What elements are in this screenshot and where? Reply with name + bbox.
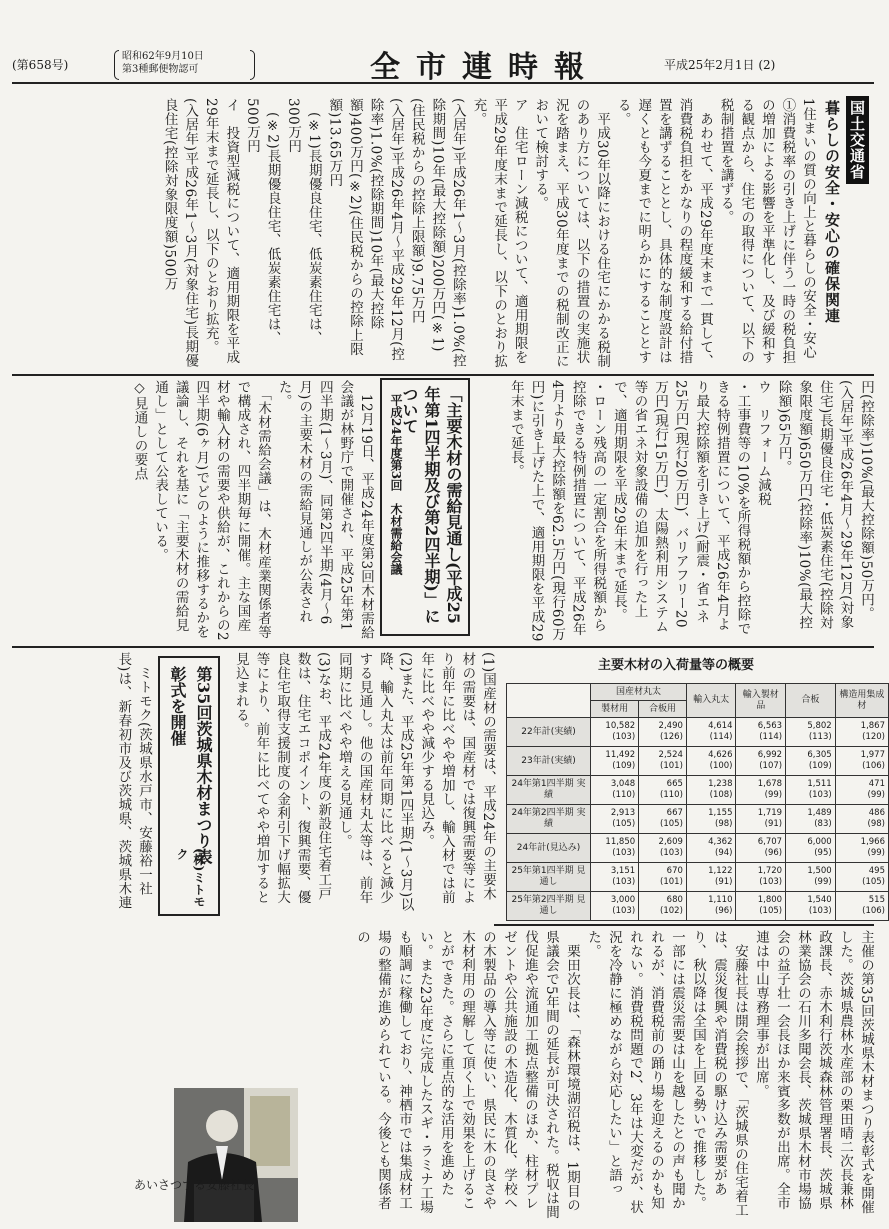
table-cell (591, 834, 639, 863)
cell-value: 495 (868, 866, 885, 876)
table-row (507, 834, 889, 863)
table-cell (639, 718, 687, 747)
col-header-plywood: 合板 (786, 684, 836, 718)
article2-subhead: 平成24年度第3回 木材需給会議 (389, 394, 403, 576)
table-cell (686, 718, 736, 747)
cell-percent: (99) (814, 877, 832, 887)
cell-percent: (107) (759, 761, 783, 771)
table-row (507, 805, 889, 834)
president-photo (174, 1088, 298, 1222)
cell-value: 1,500 (807, 866, 832, 876)
row-label: 24年計(見込み) (507, 834, 591, 863)
cell-value: 471 (868, 779, 885, 789)
article2-headline-line1: 「主要木材の需給見通し(平成25年第1四半期及び第2四 (422, 386, 463, 624)
cell-value: 680 (666, 895, 683, 905)
table-cell (591, 747, 639, 776)
table-cell (736, 892, 786, 921)
table-cell (686, 863, 736, 892)
cell-percent: (83) (814, 819, 832, 829)
cell-percent: (105) (759, 906, 783, 916)
article3-headline-box (158, 656, 220, 916)
issue-number: (第658号) (12, 58, 69, 72)
cell-value: 670 (666, 866, 683, 876)
cell-percent: (96) (715, 906, 733, 916)
row-label: 24年第1四半期 実績 (507, 776, 591, 805)
table-cell (639, 747, 687, 776)
cell-percent: (106) (862, 761, 885, 771)
cell-percent: (99) (867, 790, 885, 800)
table-bottom-rule (494, 924, 874, 926)
cell-percent: (110) (660, 790, 683, 800)
table-cell (686, 747, 736, 776)
col-header-domestic-log: 国産材丸太 (591, 684, 687, 701)
table-cell (786, 834, 836, 863)
cell-percent: (106) (862, 906, 885, 916)
cell-value: 3,151 (610, 866, 636, 876)
cell-percent: (114) (709, 732, 733, 742)
table-cell (591, 892, 639, 921)
table-cell (686, 834, 736, 863)
table-cell (736, 805, 786, 834)
table-row (507, 776, 889, 805)
cell-percent: (105) (660, 819, 683, 829)
table-cell (591, 718, 639, 747)
cell-value: 665 (666, 779, 683, 789)
cell-value: 1,122 (708, 866, 733, 876)
cell-value: 6,563 (757, 721, 783, 731)
cell-percent: (103) (660, 848, 683, 858)
cell-percent: (109) (612, 761, 636, 771)
cell-percent: (105) (862, 877, 885, 887)
table-cell (736, 776, 786, 805)
newspaper-title: 全市連時報 (370, 50, 600, 85)
cell-percent: (114) (759, 732, 783, 742)
cell-value: 5,802 (807, 721, 832, 731)
table-cell (686, 892, 736, 921)
table-row (507, 863, 889, 892)
article2-headline-line2: 半期)」について (400, 386, 441, 624)
table-cell (835, 834, 888, 863)
cell-value: 4,626 (708, 750, 733, 760)
col-header-glulam: 構造用集成材 (835, 684, 888, 718)
cell-value: 1,720 (757, 866, 783, 876)
permit-bracket-right (250, 50, 255, 80)
table-cell (835, 863, 888, 892)
table-cell (686, 776, 736, 805)
table-cell (835, 747, 888, 776)
table-cell (591, 776, 639, 805)
cell-value: 1,678 (757, 779, 783, 789)
table-row (507, 747, 889, 776)
cell-percent: (98) (867, 819, 885, 829)
table-cell (591, 805, 639, 834)
cell-percent: (103) (612, 848, 636, 858)
table-cell (786, 892, 836, 921)
section-rule-1 (12, 374, 874, 376)
permit-line-1: 昭和62年9月10日 (122, 51, 204, 62)
table-cell (786, 718, 836, 747)
cell-value: 6,305 (807, 750, 832, 760)
cell-value: 6,992 (757, 750, 783, 760)
cell-percent: (126) (660, 732, 683, 742)
table-cell (835, 892, 888, 921)
cell-value: 486 (868, 808, 885, 818)
col-header-imported-log: 輸入丸太 (686, 684, 736, 718)
cell-percent: (91) (715, 877, 733, 887)
header-rule (12, 82, 874, 84)
table-row (507, 718, 889, 747)
section-rule-2 (12, 646, 874, 648)
cell-value: 2,913 (610, 808, 636, 818)
table-cell (591, 863, 639, 892)
article1-body-bottom: 円(控除率)10%(最大控除額)50万円。 (入居年)平成26年4月〜29年12月(対象住宅)長期優良住宅・低炭素住宅(控除対象限度額)650万円(控除率)10%(最大控除額)65万円。 ウ リフォーム減税 ・工事費等の10%を所得税額から控除できる特例措置について、平成26年4月より最大控除額を引き上げ(耐震・省エネ 25万円(現行20万円)、バリアフリー20万円(現行15万円)、太陽熱利用システム等の省エネ対象設備の追加を行った上で、適用期限を平成29年末まで延長。 ・ローン残高の一定割合を所得税額から控除できる特例措置について、平成26年4月より最大控除額を62.5万円(現行60万円)に引き上げた上で、適用期限を平成29年末まで延長。 (507, 380, 874, 642)
article2-body-continued: (1)国産材の需要は、平成24年の主要木材の需要は、国産材では復興需要等により前年に比べやや増加し、輸入材では前年に比べやや減少する見込み。 (2)また、平成25年第1四半期(1〜3月)以降、輸入丸太は前年同期に比べると減少する見通し。他の国産材丸太等は、前年同期に比べやや増える見通し。 (3)なお、平成24年度の新設住宅着工戸数は、住宅エコポイント、復興需要、優良住宅取得支援制度の金利引下げ幅拡大等により、前年に比べてやや増加すると見込まれる。 (232, 652, 496, 912)
cell-value: 2,490 (658, 721, 683, 731)
cell-percent: (113) (808, 732, 832, 742)
postal-permit (122, 50, 204, 76)
cell-percent: (94) (715, 848, 733, 858)
article3-byline: (株)ミトモク (175, 848, 206, 908)
cell-percent: (102) (660, 906, 683, 916)
issue-date: 平成25年2月1日 (2) (664, 58, 776, 72)
row-label: 24年第2四半期 実績 (507, 805, 591, 834)
article1-headline: 暮らしの安全・安心の確保関連 (823, 100, 841, 324)
cell-value: 1,238 (708, 779, 733, 789)
table-cell (835, 805, 888, 834)
row-label: 22年計(実績) (507, 718, 591, 747)
cell-value: 11,850 (605, 837, 636, 847)
permit-bracket-left (114, 50, 119, 80)
row-label: 25年第2四半期 見通し (507, 892, 591, 921)
table-cell (736, 747, 786, 776)
table-cell (835, 776, 888, 805)
cell-percent: (100) (709, 761, 733, 771)
cell-value: 11,492 (605, 750, 636, 760)
timber-supply-table (506, 683, 889, 921)
cell-value: 2,524 (658, 750, 683, 760)
article2-headline (398, 386, 464, 630)
cell-value: 6,000 (807, 837, 832, 847)
photo-caption: あいさつする安藤社長 (134, 1178, 255, 1192)
cell-percent: (101) (660, 877, 683, 887)
cell-value: 1,977 (860, 750, 885, 760)
article2-headline-box (380, 378, 470, 636)
cell-percent: (103) (612, 877, 636, 887)
cell-value: 515 (868, 895, 885, 905)
cell-percent: (96) (764, 848, 783, 858)
article1-body-top: 1住まいの質の向上と暮らしの安全・安心 ①消費税率の引き上げに伴う一時の税負担の増加による影響を平準化し、及び緩和する観点から、住宅の取得について、以下の税制措置を講ずる。 あわせて、平成29年度末まで一貫して、消費税負担をかなりの程度緩和する給付措置を講ずることとし、具体的な制度設計は遅くとも今夏までに明らかにすることとする。 平成30年以降における住宅にかかる税制のあり方については、以下の措置の実施状況を踏まえ、平成30年度までの税制改正において検討する。 ア 住宅ローン減税について、適用期限を平成29年度末まで延長し、以下のとおり拡充。 (入居年)平成26年1〜3月(控除率)1.0%(控除期間)10年(最大控除額)200万円(※1)(住民税からの控除上限額)9.75万円 (入居年)平成26年4月〜平成29年12月(控除率)1.0%(控除期間)10年(最大控除額)400万円(※2)(住民税からの控除上限額)13.65万円 (※1)長期優良住宅、低炭素住宅は、300万円 (※2)長期優良住宅、低炭素住宅は、500万円 イ 投資型減税について、適用期限を平成29年末まで延長し、以下のとおり拡充。 (入居年)平成26年1〜3月(対象住宅)長期優良住宅(控除対象限度額)500万 (161, 98, 816, 369)
table-cell (786, 747, 836, 776)
ministry-tag: 国土交通省 (846, 96, 869, 184)
photo-illustration (174, 1088, 298, 1222)
article2-body: 12月19日、平成24年度第3回木材需給会議が林野庁で開催され、平成25年第1四半期(1〜3月)、同第2四半期(4月〜6月)の主要木材の需給見通しが公表された。 「木材需給会議」は、木材産業関係者等で構成され、四半期毎に開催。主な国産材や輸入材の需要や供給が、これからの2四半期(6ヶ月)でどのように推移するかを議論し、それを基に「主要木材の需給見通し」として公表している。 ◇見通しの要点 (131, 380, 374, 642)
cell-percent: (103) (612, 906, 636, 916)
table-cell (786, 776, 836, 805)
article3-body-right: 主催の第35回茨城県木材まつり表彰式を開催した。茨城県農林水産部の栗田晴二次長兼林政課長、赤木利行茨城森林管理署長、茨城県林業協会の石川多聞会長、茨城県木材市場協会の益子壮一会長ほか来賓多数が出席。全市連は中山専務理事が出席。 安藤社長は開会挨拶で、「茨城県の住宅着工は、震災復興や消費税の駆け込み需要があり、秋以降は全国を上回る勢いで推移した。一部には震災需要は山を越したとの声も聞かれるが、消費税前の踊り場を迎えるのかも知れない。消費税問題で2、3年は大変だが、状況を冷静に極めながら対応したい」と語った。 栗田次長は、「森林環境湖沼税は、1期目の県議会で5年間の延長が可決された。税収は間伐促進や流通加工拠点整備のほか、柱材プレゼントや公共施設の木造化、木質化、学校への木製品の導入等に使い、県民に木の良さや木材利用の理解して頂く上で効果を上げることができた。さらに重点的な活用を進めたい。また23年度に完成したスギ・ラミナ工場も順調に稼働しており、神栖市では集成材工場の整備が進められている。今後とも関係者の (354, 930, 874, 1220)
cell-percent: (101) (660, 761, 683, 771)
cell-percent: (99) (764, 790, 783, 800)
cell-value: 1,511 (807, 779, 832, 789)
cell-percent: (120) (862, 732, 885, 742)
cell-value: 1,540 (807, 895, 832, 905)
cell-percent: (108) (709, 790, 733, 800)
table-cell (639, 776, 687, 805)
cell-value: 1,155 (708, 808, 733, 818)
cell-value: 1,800 (757, 895, 783, 905)
table-cell (835, 718, 888, 747)
cell-percent: (95) (814, 848, 832, 858)
cell-percent: (105) (612, 819, 636, 829)
cell-value: 3,000 (610, 895, 636, 905)
row-label: 23年計(実績) (507, 747, 591, 776)
cell-value: 1,489 (807, 808, 832, 818)
table-cell (639, 834, 687, 863)
cell-value: 1,867 (860, 721, 885, 731)
cell-value: 3,048 (610, 779, 636, 789)
cell-percent: (91) (764, 819, 783, 829)
cell-value: 4,362 (708, 837, 733, 847)
article3-body-left: ミトモク(茨城県水戸市、安藤裕一社長)は、新春初市及び茨城県、茨城県木連 (115, 652, 152, 910)
table-title: 主要木材の入荷量等の概要 (598, 658, 755, 673)
table-cell (786, 805, 836, 834)
cell-percent: (103) (759, 877, 783, 887)
cell-value: 4,614 (708, 721, 733, 731)
article3-headline: 第35回茨城県木材まつり表彰式を開催 (168, 666, 213, 865)
table-cell (786, 863, 836, 892)
table-cell (639, 805, 687, 834)
subheader-sawmill: 製材用 (591, 701, 639, 718)
cell-value: 2,609 (658, 837, 683, 847)
table-cell (736, 834, 786, 863)
cell-value: 1,966 (860, 837, 885, 847)
cell-value: 1,719 (757, 808, 783, 818)
cell-percent: (103) (612, 732, 636, 742)
cell-value: 10,582 (605, 721, 636, 731)
table-cell (639, 892, 687, 921)
cell-percent: (109) (808, 761, 832, 771)
permit-line-2: 第3種郵便物認可 (122, 64, 199, 75)
col-header-imported-lumber: 輸入製材品 (736, 684, 786, 718)
table-cell (736, 718, 786, 747)
cell-value: 6,707 (757, 837, 783, 847)
subheader-plywood-use: 合板用 (639, 701, 687, 718)
cell-percent: (99) (867, 848, 885, 858)
table-cell (686, 805, 736, 834)
cell-percent: (98) (715, 819, 733, 829)
table-row (507, 892, 889, 921)
table-corner (507, 684, 591, 718)
table-cell (639, 863, 687, 892)
cell-value: 1,110 (708, 895, 733, 905)
row-label: 25年第1四半期 見通し (507, 863, 591, 892)
table-cell (736, 863, 786, 892)
cell-percent: (110) (612, 790, 636, 800)
cell-percent: (103) (808, 906, 832, 916)
cell-value: 667 (666, 808, 683, 818)
cell-percent: (103) (808, 790, 832, 800)
